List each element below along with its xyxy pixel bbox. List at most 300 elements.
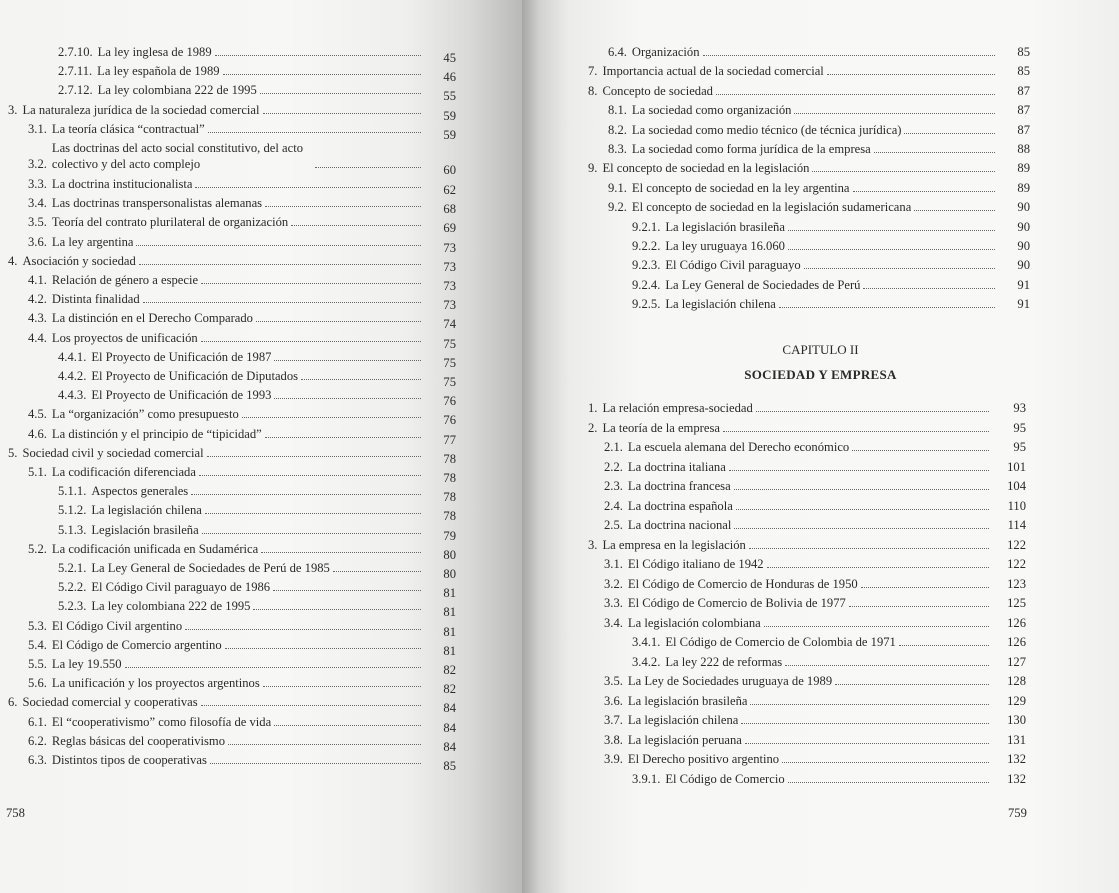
entry-title: La doctrina italiana bbox=[627, 459, 726, 474]
toc-entry bbox=[604, 710, 992, 728]
entry-number: 5.2.2. bbox=[58, 580, 87, 595]
entry-page-number: 91 bbox=[1017, 297, 1030, 312]
entry-title: La relación empresa-sociedad bbox=[602, 401, 753, 415]
toc-entry bbox=[28, 462, 424, 480]
toc-entry bbox=[632, 632, 992, 650]
toc-entry bbox=[28, 308, 424, 326]
entry-page-number: 78 bbox=[443, 471, 456, 485]
toc-entry bbox=[58, 558, 424, 576]
entry-title: La doctrina institucionalista bbox=[51, 177, 193, 191]
entry-page-number: 126 bbox=[1007, 635, 1026, 649]
entry-page-number: 84 bbox=[443, 739, 456, 754]
toc-entry bbox=[58, 500, 424, 518]
entry-page-number: 89 bbox=[1017, 180, 1030, 195]
dot-leader bbox=[261, 551, 421, 553]
entry-page-number: 110 bbox=[1007, 498, 1026, 513]
entry-title: La doctrina española bbox=[627, 498, 733, 513]
entry-title: La codificación unificada en Sudamérica bbox=[51, 541, 259, 556]
entry-title: El Proyecto de Unificación de Diputados bbox=[91, 369, 299, 383]
dot-leader bbox=[191, 493, 421, 495]
dot-leader bbox=[291, 224, 421, 226]
dot-leader bbox=[315, 166, 421, 168]
dot-leader bbox=[210, 762, 421, 764]
toc-entry bbox=[604, 554, 992, 572]
entry-number: 3.3. bbox=[28, 177, 47, 191]
entry-page-number: 85 bbox=[1017, 64, 1030, 79]
dot-leader bbox=[835, 683, 989, 685]
entry-title: El Código de Comercio argentino bbox=[51, 637, 222, 652]
entry-page-number: 126 bbox=[1007, 615, 1026, 630]
dot-leader bbox=[899, 644, 989, 646]
toc-entry bbox=[632, 769, 992, 787]
entry-page-number: 81 bbox=[443, 605, 456, 620]
dot-leader bbox=[750, 703, 989, 705]
toc-entry bbox=[28, 750, 424, 768]
entry-title: El Derecho positivo argentino bbox=[627, 752, 780, 766]
toc-entry bbox=[28, 712, 424, 730]
toc-entry bbox=[28, 424, 424, 442]
dot-leader bbox=[788, 781, 989, 783]
entry-page-number: 80 bbox=[443, 547, 456, 562]
entry-number: 6.1. bbox=[28, 714, 47, 729]
entry-title: La Ley General de Sociedades de Perú de 1985 bbox=[91, 561, 330, 575]
entry-page-number: 122 bbox=[1007, 537, 1026, 552]
entry-number: 6.4. bbox=[608, 45, 627, 59]
toc-entry bbox=[604, 671, 992, 689]
entry-page-number: 131 bbox=[1007, 732, 1026, 747]
dot-leader bbox=[749, 547, 989, 549]
entry-page-number: 88 bbox=[1017, 142, 1030, 156]
toc-entry bbox=[58, 366, 424, 384]
entry-number: 5.2.1. bbox=[58, 561, 87, 575]
entry-title: El Código Civil paraguayo bbox=[665, 258, 801, 273]
entry-title: La ley colombiana 222 de 1995 bbox=[91, 599, 251, 614]
entry-page-number: 46 bbox=[443, 70, 456, 85]
entry-title: La ley española de 1989 bbox=[97, 64, 220, 79]
entry-title: Relación de género a especie bbox=[51, 273, 199, 287]
entry-title: La ley 19.550 bbox=[51, 657, 122, 671]
dot-leader bbox=[242, 416, 421, 418]
dot-leader bbox=[256, 320, 421, 322]
dot-leader bbox=[274, 397, 421, 399]
entry-page-number: 122 bbox=[1007, 557, 1026, 571]
entry-number: 6.2. bbox=[28, 733, 47, 748]
toc-entry bbox=[58, 61, 424, 79]
entry-title: El “cooperativismo” como filosofía de vida bbox=[51, 714, 272, 729]
entry-number: 5.2.3. bbox=[58, 599, 87, 614]
entry-number: 2.7.12. bbox=[58, 83, 93, 98]
entry-title: Importancia actual de la sociedad comercial bbox=[602, 64, 824, 79]
toc-entry bbox=[604, 496, 992, 514]
dot-leader bbox=[265, 436, 421, 438]
toc-entry bbox=[604, 574, 992, 592]
entry-page-number: 84 bbox=[443, 701, 456, 716]
entry-page-number: 80 bbox=[443, 567, 456, 581]
entry-page-number: 91 bbox=[1017, 277, 1030, 292]
entry-page-number: 85 bbox=[443, 759, 456, 773]
toc-entry bbox=[8, 100, 424, 118]
entry-number: 6. bbox=[8, 695, 18, 710]
dot-leader bbox=[201, 340, 421, 342]
entry-number: 5.5. bbox=[28, 657, 47, 671]
entry-page-number: 89 bbox=[1017, 161, 1030, 176]
toc-entry bbox=[58, 520, 424, 538]
entry-title: La teoría clásica “contractual” bbox=[51, 121, 205, 136]
entry-number: 2.4. bbox=[604, 498, 623, 513]
toc-entry bbox=[58, 385, 424, 403]
entry-page-number: 129 bbox=[1007, 693, 1026, 708]
dot-leader bbox=[205, 512, 421, 514]
entry-number: 9.2.4. bbox=[632, 277, 661, 292]
dot-leader bbox=[207, 455, 421, 457]
entry-number: 2.2. bbox=[604, 459, 623, 474]
entry-title: La empresa en la legislación bbox=[602, 537, 746, 552]
entry-title: Concepto de sociedad bbox=[602, 83, 713, 98]
dot-leader bbox=[143, 301, 421, 303]
entry-page-number: 73 bbox=[443, 298, 456, 313]
toc-entry bbox=[58, 596, 424, 614]
entry-number: 9.2.5. bbox=[632, 297, 661, 312]
entry-page-number: 75 bbox=[443, 375, 456, 389]
entry-page-number: 87 bbox=[1017, 83, 1030, 98]
entry-title: El Código de Comercio de Honduras de 1950 bbox=[627, 576, 858, 591]
entry-page-number: 90 bbox=[1017, 239, 1030, 253]
dot-leader bbox=[273, 589, 421, 591]
dot-leader bbox=[265, 205, 421, 207]
entry-number: 4.4.2. bbox=[58, 369, 87, 383]
entry-number: 3.7. bbox=[604, 713, 623, 727]
entry-number: 8.2. bbox=[608, 122, 627, 137]
entry-number: 5.4. bbox=[28, 637, 47, 652]
entry-number: 3. bbox=[588, 537, 598, 552]
entry-page-number: 59 bbox=[443, 127, 456, 142]
dot-leader bbox=[263, 685, 421, 687]
toc-entry bbox=[632, 652, 992, 670]
entry-number: 3.4. bbox=[604, 615, 623, 630]
dot-leader bbox=[745, 742, 989, 744]
toc-entry bbox=[28, 539, 424, 557]
entry-page-number: 60 bbox=[443, 163, 456, 177]
entry-page-number: 78 bbox=[443, 509, 456, 524]
entry-number: 8.1. bbox=[608, 103, 627, 118]
toc-entry bbox=[604, 515, 992, 533]
toc-entry bbox=[604, 749, 992, 767]
entry-number: 3.5. bbox=[28, 215, 47, 230]
toc-entry bbox=[28, 635, 424, 653]
entry-page-number: 73 bbox=[443, 279, 456, 293]
entry-title: La Ley de Sociedades uruguaya de 1989 bbox=[627, 674, 833, 688]
dot-leader bbox=[764, 625, 989, 627]
entry-title: La legislación chilena bbox=[665, 297, 776, 312]
dot-leader bbox=[199, 474, 421, 476]
entry-number: 4.3. bbox=[28, 311, 47, 326]
dot-leader bbox=[225, 647, 421, 649]
entry-page-number: 104 bbox=[1007, 479, 1026, 493]
entry-number: 9. bbox=[588, 161, 598, 176]
chapter-label: CAPITULO II bbox=[782, 342, 859, 357]
entry-page-number: 123 bbox=[1007, 576, 1026, 591]
entry-number: 3.3. bbox=[604, 596, 623, 610]
entry-page-number: 77 bbox=[443, 432, 456, 447]
dot-leader bbox=[274, 359, 421, 361]
toc-entry bbox=[604, 437, 992, 455]
entry-page-number: 69 bbox=[443, 221, 456, 236]
entry-number: 1. bbox=[588, 401, 598, 415]
toc-entry bbox=[604, 593, 992, 611]
entry-page-number: 90 bbox=[1017, 200, 1030, 215]
entry-title: El Código de Comercio de Bolivia de 1977 bbox=[627, 596, 846, 610]
entry-number: 5. bbox=[8, 445, 18, 460]
dot-leader bbox=[736, 508, 989, 510]
entry-title: Sociedad civil y sociedad comercial bbox=[22, 445, 204, 460]
dot-leader bbox=[185, 628, 421, 630]
toc-entry bbox=[28, 328, 424, 346]
toc-entry bbox=[28, 232, 424, 250]
toc-entry bbox=[28, 193, 424, 211]
entry-number: 3.1. bbox=[28, 121, 47, 136]
toc-entry bbox=[28, 616, 424, 634]
entry-title: El Código de Comercio de Colombia de 1971 bbox=[665, 635, 896, 649]
entry-number: 8.3. bbox=[608, 142, 627, 156]
entry-title: Distintos tipos de cooperativas bbox=[51, 753, 207, 767]
entry-page-number: 68 bbox=[443, 202, 456, 217]
entry-page-number: 45 bbox=[443, 51, 456, 65]
entry-page-number: 75 bbox=[443, 336, 456, 351]
entry-page-number: 75 bbox=[443, 355, 456, 370]
toc-entry bbox=[58, 42, 424, 60]
entry-page-number: 81 bbox=[443, 643, 456, 658]
entry-number: 3.6. bbox=[28, 234, 47, 249]
entry-page-number: 73 bbox=[443, 259, 456, 274]
dot-leader bbox=[125, 666, 422, 668]
toc-entry bbox=[588, 535, 992, 553]
toc-entry bbox=[28, 119, 424, 137]
entry-number: 6.3. bbox=[28, 753, 47, 767]
entry-number: 3.1. bbox=[604, 557, 623, 571]
toc-entry bbox=[588, 398, 992, 416]
entry-title: Asociación y sociedad bbox=[22, 253, 136, 268]
toc-entry bbox=[604, 613, 992, 631]
entry-page-number: 93 bbox=[1013, 401, 1026, 415]
dot-leader bbox=[201, 282, 421, 284]
entry-title: La ley 222 de reformas bbox=[665, 654, 783, 669]
entry-page-number: 76 bbox=[443, 413, 456, 428]
entry-title: El Código Civil paraguayo de 1986 bbox=[91, 580, 271, 595]
dot-leader bbox=[852, 449, 989, 451]
entry-title: Reglas básicas del cooperativismo bbox=[51, 733, 226, 748]
toc-entry bbox=[58, 481, 424, 499]
entry-page-number: 82 bbox=[443, 663, 456, 677]
toc-entry bbox=[8, 251, 424, 269]
entry-number: 3.9.1. bbox=[632, 771, 661, 786]
toc-entry bbox=[604, 730, 992, 748]
dot-leader bbox=[263, 112, 421, 114]
toc-entry bbox=[28, 289, 424, 307]
entry-title: La “organización” como presupuesto bbox=[51, 407, 239, 422]
dot-leader bbox=[195, 186, 421, 188]
dot-leader bbox=[861, 586, 989, 588]
entry-title: La codificación diferenciada bbox=[51, 465, 196, 479]
toc-entry bbox=[28, 174, 424, 192]
left-toc bbox=[0, 0, 522, 893]
toc-entry bbox=[28, 270, 424, 288]
entry-title: Distinta finalidad bbox=[51, 292, 140, 307]
entry-number: 7. bbox=[588, 64, 598, 79]
dot-leader bbox=[301, 378, 421, 380]
entry-title: La distinción en el Derecho Comparado bbox=[51, 311, 253, 326]
entry-title: El Proyecto de Unificación de 1993 bbox=[91, 388, 272, 403]
entry-number: 4.4.1. bbox=[58, 349, 87, 364]
entry-page-number: 132 bbox=[1007, 752, 1026, 766]
toc-entry bbox=[604, 691, 992, 709]
dot-leader bbox=[729, 469, 989, 471]
dot-leader bbox=[849, 605, 989, 607]
entry-number: 4.6. bbox=[28, 426, 47, 441]
entry-number: 9.2.2. bbox=[632, 239, 661, 253]
entry-title: La legislación peruana bbox=[627, 732, 742, 747]
entry-title: La legislación chilena bbox=[91, 503, 202, 518]
dot-leader bbox=[782, 761, 989, 763]
entry-title: La legislación brasileña bbox=[665, 219, 785, 234]
entry-page-number: 90 bbox=[1017, 219, 1030, 234]
dot-leader bbox=[139, 263, 421, 265]
entry-title: La Ley General de Sociedades de Perú bbox=[665, 277, 861, 292]
entry-page-number: 87 bbox=[1017, 122, 1030, 137]
entry-page-number: 59 bbox=[443, 108, 456, 123]
entry-number: 5.3. bbox=[28, 618, 47, 633]
entry-title: Sociedad comercial y cooperativas bbox=[22, 695, 198, 710]
toc-entry bbox=[28, 673, 424, 691]
right-toc-bottom bbox=[522, 0, 1119, 893]
entry-page-number: 76 bbox=[443, 394, 456, 409]
page-number-right: 759 bbox=[1008, 806, 1027, 820]
entry-title: Los proyectos de unificación bbox=[51, 330, 198, 345]
entry-number: 5.6. bbox=[28, 676, 47, 691]
entry-title: El Código de Comercio bbox=[665, 771, 785, 786]
entry-title: La ley colombiana 222 de 1995 bbox=[97, 83, 257, 98]
entry-number: 8. bbox=[588, 83, 598, 98]
entry-title: La legislación colombiana bbox=[627, 615, 761, 630]
toc-entry bbox=[604, 457, 992, 475]
entry-title: El Código Civil argentino bbox=[51, 618, 183, 633]
dot-leader bbox=[260, 92, 421, 94]
entry-title: La sociedad como forma jurídica de la empresa bbox=[631, 142, 871, 156]
entry-number: 5.1.2. bbox=[58, 503, 87, 518]
dot-leader bbox=[274, 724, 421, 726]
toc-entry bbox=[588, 418, 992, 436]
dot-leader bbox=[767, 566, 989, 568]
entry-page-number: 84 bbox=[443, 720, 456, 735]
entry-title: Organización bbox=[631, 45, 700, 59]
entry-title: Aspectos generales bbox=[91, 484, 189, 499]
entry-number: 2.7.10. bbox=[58, 45, 93, 59]
entry-number: 4. bbox=[8, 253, 18, 268]
entry-page-number: 95 bbox=[1013, 420, 1026, 435]
entry-number: 2.1. bbox=[604, 440, 623, 454]
entry-page-number: 87 bbox=[1017, 103, 1030, 118]
toc-entry bbox=[8, 443, 424, 461]
dot-leader bbox=[253, 608, 421, 610]
entry-title: La ley uruguaya 16.060 bbox=[665, 239, 785, 253]
entry-page-number: 85 bbox=[1017, 45, 1030, 59]
dot-leader bbox=[223, 73, 421, 75]
entry-number: 4.1. bbox=[28, 273, 47, 287]
dot-leader bbox=[723, 430, 989, 432]
entry-number: 3.9. bbox=[604, 752, 623, 766]
entry-page-number: 127 bbox=[1007, 654, 1026, 669]
entry-title: La naturaleza jurídica de la sociedad comercial bbox=[22, 102, 260, 117]
entry-number: 5.2. bbox=[28, 541, 47, 556]
entry-number: 4.2. bbox=[28, 292, 47, 307]
entry-page-number: 82 bbox=[443, 682, 456, 697]
entry-page-number: 62 bbox=[443, 183, 456, 197]
dot-leader bbox=[785, 664, 989, 666]
entry-page-number: 81 bbox=[443, 624, 456, 639]
entry-number: 2.7.11. bbox=[58, 64, 93, 79]
entry-title: Teoría del contrato plurilateral de organización bbox=[51, 215, 289, 230]
entry-number: 3.4.2. bbox=[632, 654, 661, 669]
entry-number: 4.4.3. bbox=[58, 388, 87, 403]
entry-number: 9.1. bbox=[608, 180, 627, 195]
entry-title: La distinción y el principio de “tipicidad” bbox=[51, 426, 262, 441]
entry-title: El concepto de sociedad en la legislación sudamericana bbox=[631, 200, 912, 215]
entry-number: 4.5. bbox=[28, 407, 47, 422]
entry-number: 2.5. bbox=[604, 518, 623, 532]
entry-number: 3.2. bbox=[28, 157, 47, 171]
entry-page-number: 81 bbox=[443, 586, 456, 601]
entry-number: 2. bbox=[588, 420, 598, 435]
toc-entry bbox=[604, 476, 992, 494]
entry-title: La doctrina nacional bbox=[627, 518, 732, 532]
entry-title: La ley inglesa de 1989 bbox=[97, 45, 212, 59]
entry-title: La legislación chilena bbox=[627, 713, 739, 727]
entry-title: La teoría de la empresa bbox=[602, 420, 720, 435]
entry-number: 9.2.3. bbox=[632, 258, 661, 273]
dot-leader bbox=[215, 54, 421, 56]
dot-leader bbox=[136, 244, 421, 246]
entry-page-number: 55 bbox=[443, 89, 456, 104]
entry-page-number: 90 bbox=[1017, 258, 1030, 273]
dot-leader bbox=[333, 570, 421, 572]
entry-number: 5.1.1. bbox=[58, 484, 87, 499]
chapter-title: SOCIEDAD Y EMPRESA bbox=[744, 367, 897, 382]
entry-number: 3.2. bbox=[604, 576, 623, 591]
entry-number: 2.3. bbox=[604, 479, 623, 493]
entry-page-number: 78 bbox=[443, 490, 456, 505]
entry-number: 3.4. bbox=[28, 196, 47, 211]
entry-page-number: 114 bbox=[1007, 518, 1026, 532]
entry-page-number: 73 bbox=[443, 240, 456, 255]
entry-title: El concepto de sociedad en la legislación bbox=[602, 161, 810, 176]
entry-page-number: 101 bbox=[1007, 459, 1026, 474]
entry-number: 3.4.1. bbox=[632, 635, 661, 649]
entry-title: El Proyecto de Unificación de 1987 bbox=[91, 349, 272, 364]
dot-leader bbox=[208, 131, 421, 133]
toc-entry bbox=[28, 731, 424, 749]
right-page bbox=[522, 0, 1119, 893]
entry-number: 9.2.1. bbox=[632, 219, 661, 234]
dot-leader bbox=[756, 410, 989, 412]
entry-title: La escuela alemana del Derecho económico bbox=[627, 440, 850, 454]
entry-title: El Código italiano de 1942 bbox=[627, 557, 764, 571]
dot-leader bbox=[228, 743, 421, 745]
entry-title: El concepto de sociedad en la ley argentina bbox=[631, 180, 850, 195]
entry-title: La sociedad como medio técnico (de técnica jurídica) bbox=[631, 122, 902, 137]
entry-page-number: 95 bbox=[1013, 440, 1026, 454]
page-number-left: 758 bbox=[6, 806, 25, 820]
entry-title: Legislación brasileña bbox=[91, 522, 199, 537]
entry-title: La ley argentina bbox=[51, 234, 134, 249]
